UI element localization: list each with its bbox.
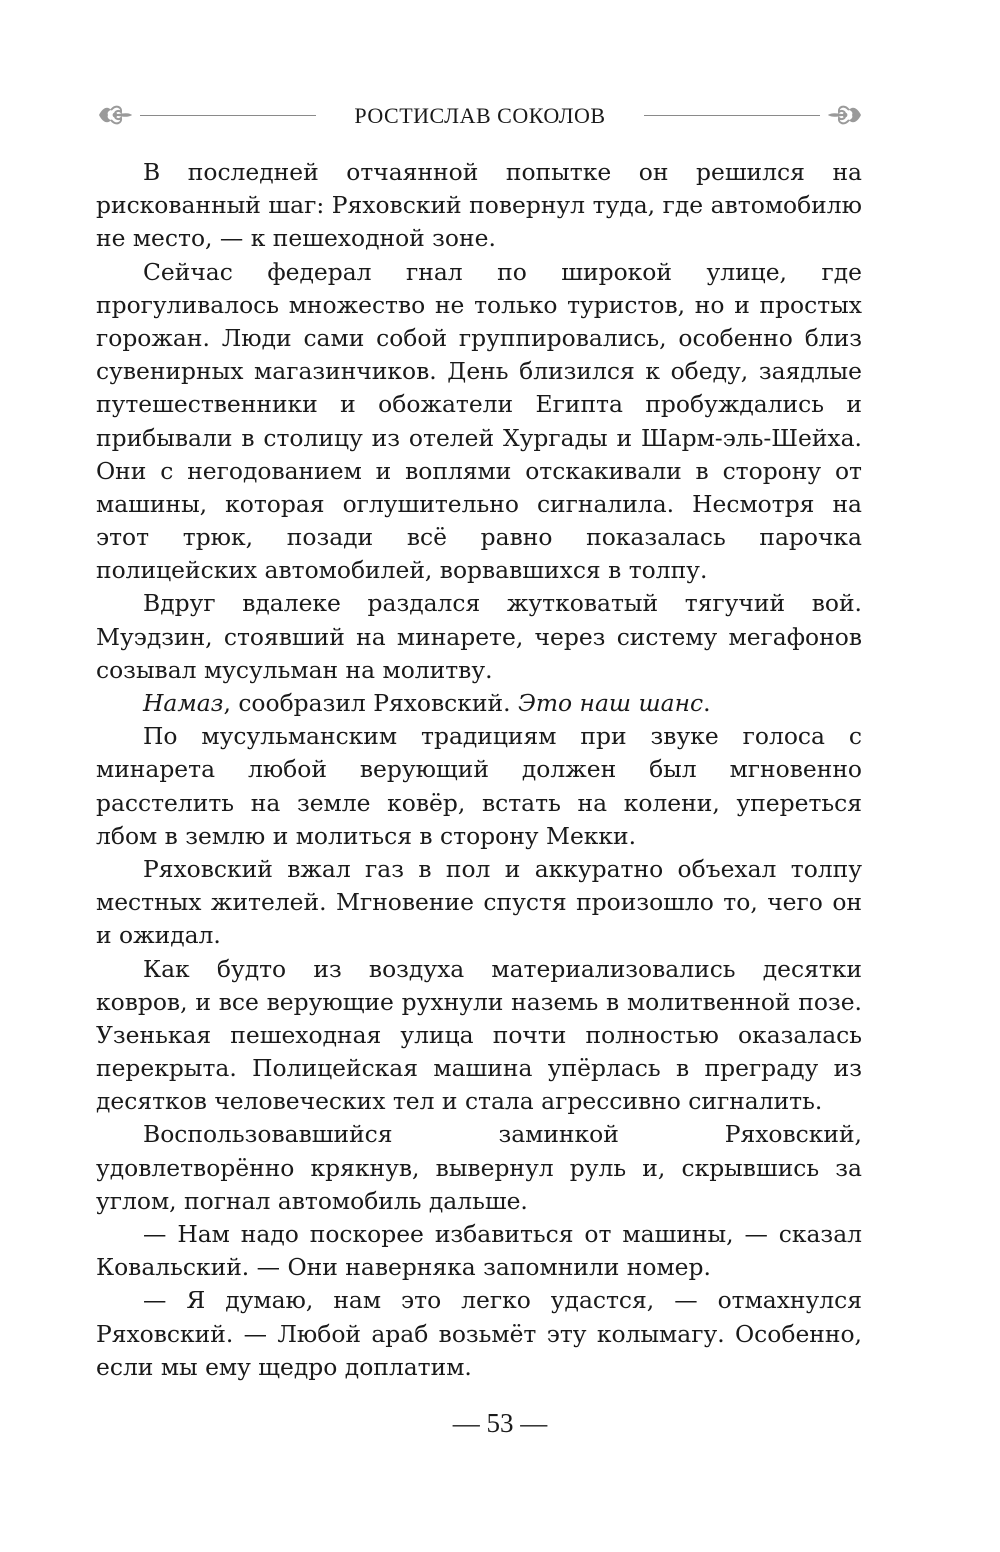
- paragraph: [96, 687, 862, 720]
- text-segment: Воспользовавшийся заминкой Ряховский, удовлетворённо крякнув, вывернул руль и, скрывшись за углом, погнал автомобиль дальше.: [96, 1120, 862, 1215]
- text-segment: Ряховский вжал газ в пол и аккуратно объехал толпу местных жителей. Мгновение спустя произошло то, чего он и ожидал.: [96, 854, 862, 950]
- page-number: — 53 —: [452, 1408, 548, 1438]
- text-segment: — Нам надо поскорее избавиться от машины, — сказал Ковальский. — Они наверняка запомнили номер.: [96, 1220, 862, 1282]
- header-rule-right: [644, 115, 820, 116]
- page-header: [96, 96, 864, 136]
- header-rule-left: [140, 115, 316, 116]
- text-segment: , сообразил Ряховский.: [223, 689, 518, 717]
- paragraph: [96, 720, 862, 853]
- italic-text: Намаз: [143, 689, 224, 717]
- body-text: [96, 156, 862, 1384]
- left-ornament-icon: [96, 100, 132, 130]
- text-segment: Как будто из воздуха материализовались десятки ковров, и все верующие рухнули наземь в молитвенной позе. Узенькая пешеходная улица почти полностью оказалась перекрыта. Полицейская машина упёрлась в преграду из десятков человеческих тел и стала агрессивно сигналить.: [96, 954, 862, 1116]
- text-segment: Вдруг вдалеке раздался жутковатый тягучий вой. Муэдзин, стоявший на минарете, через систему мегафонов созывал мусульман на молитву.: [96, 589, 862, 684]
- paragraph: [96, 156, 862, 256]
- paragraph: [96, 953, 862, 1119]
- text-segment: — Я думаю, нам это легко удастся, — отмахнулся Ряховский. — Любой араб возьмёт эту колымагу. Особенно, если мы ему щедро доплатим.: [96, 1286, 862, 1381]
- running-title: РОСТИСЛАВ СОКОЛОВ: [354, 103, 606, 128]
- paragraph: [96, 853, 862, 953]
- paragraph: [96, 1218, 862, 1284]
- text-segment: .: [703, 689, 711, 717]
- italic-text: Это наш шанс: [517, 689, 704, 717]
- text-segment: В последней отчаянной попытке он решился на рискованный шаг: Ряховский повернул туда, где автомобилю не место, — к пешеходной зоне.: [96, 158, 862, 253]
- text-segment: По мусульманским традициям при звуке голоса с минарета любой верующий должен был мгновенно расстелить на земле ковёр, встать на колени, упереться лбом в землю и молиться в сторону Мекки.: [96, 722, 862, 850]
- paragraph: [96, 587, 862, 687]
- paragraph: [96, 1284, 862, 1384]
- right-ornament-icon: [828, 100, 864, 130]
- paragraph: [96, 1118, 862, 1218]
- text-segment: Сейчас федерал гнал по широкой улице, где прогуливалось множество не только туристов, но и простых горожан. Люди сами собой группировались, особенно близ сувенирных магазинчиков. День близился к обеду, заядлые путешественники и обожатели Египта пробуждались и прибывали в столицу из отелей Хургады и Шарм-эль-Шейха. Они с негодованием и воплями отскакивали в сторону от машины, которая оглушительно сигналила. Несмотря на этот трюк, позади всё равно показалась парочка полицейских автомобилей, ворвавшихся в толпу.: [96, 257, 862, 585]
- paragraph: [96, 256, 862, 588]
